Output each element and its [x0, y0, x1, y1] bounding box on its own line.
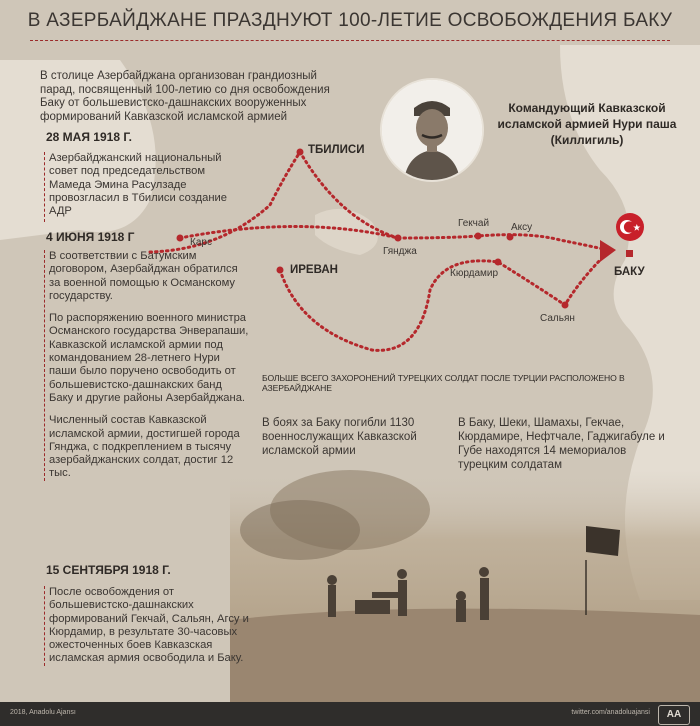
timeline-paragraph: Азербайджанский национальный совет под председательством Мамеда Эмина Расулзаде провозгласил в Тбилиси создание АДР — [49, 152, 227, 218]
fact-memorials: В Баку, Шеки, Шамахы, Гекчае, Кюрдамире, Нефтчале, Гаджигабуле и Губе находятся 14 мемориалов турецким солдатам — [458, 417, 665, 471]
fact-fallen: В боях за Баку погибли 1130 военнослужащих Кавказской исламской армии — [262, 417, 417, 457]
city-label-irevan: ИРЕВАН — [290, 264, 338, 276]
anadolu-logo-icon: AA — [658, 705, 690, 725]
city-label-baku: БАКУ — [614, 266, 645, 278]
city-label-aksu: Аксу — [511, 222, 533, 233]
page-title: В АЗЕРБАЙДЖАНЕ ПРАЗДНУЮТ 100-ЛЕТИЕ ОСВОБОЖДЕНИЯ БАКУ — [27, 10, 673, 31]
timeline-block-3 — [44, 586, 249, 666]
commander-portrait — [382, 80, 482, 180]
timeline-block-2 — [44, 250, 249, 481]
timeline-paragraph: Численный состав Кавказской исламской армии, достигшей города Гянджа, с подкреплением в тысячу азербайджанских солдат, достиг 12 тыс. — [49, 414, 240, 480]
intro-text: В столице Азербайджана организован грандиозный парад, посвященный 100-летию со дня освобождения Баку от большевистско-дашнакских вооруженных формирований Кавказской исламской армией — [40, 70, 330, 123]
timeline-paragraph: После освобождения от большевистско-дашнакских формирований Гекчай, Сальян, Агсу и Кюрдамир, в результате 30-часовых ожесточенных боев Кавказская исламская армия освободила и Баку. — [49, 586, 249, 665]
timeline-paragraph: По распоряжению военного министра Османского государства Энверапаши, Кавказской исламской армии под командованием 28-летнего Нури паши было поручено освободить от большевистско-дашнакских банд Баку и другие районы Азербайджана. — [49, 312, 249, 404]
footer-twitter-link[interactable]: twitter.com/anadoluajansi — [571, 709, 650, 716]
timeline-paragraph: В соответствии с Батумским договором, Азербайджан обратился за военной помощью к Османскому государству. — [49, 250, 238, 302]
timeline-date-3: 15 СЕНТЯБРЯ 1918 Г. — [46, 563, 171, 577]
city-label-tbilisi: ТБИЛИСИ — [308, 144, 365, 156]
timeline-date-1: 28 МАЯ 1918 Г. — [46, 130, 132, 144]
timeline-block-1 — [44, 152, 249, 222]
commander-caption: Командующий Кавказской исламской армией Нури паша (Киллигиль) — [497, 101, 677, 147]
city-label-salyan: Сальян — [540, 313, 575, 324]
city-label-kars: Карс — [190, 237, 212, 248]
footer-copyright: 2018, Anadolu Ajansı — [10, 709, 76, 716]
title-divider — [30, 40, 670, 41]
burials-banner: БОЛЬШЕ ВСЕГО ЗАХОРОНЕНИЙ ТУРЕЦКИХ СОЛДАТ ПОСЛЕ ТУРЦИИ РАСПОЛОЖЕНО В АЗЕРБАЙДЖАНЕ — [262, 373, 625, 393]
timeline-date-2: 4 ИЮНЯ 1918 Г — [46, 230, 135, 244]
city-label-ganja: Гянджа — [383, 246, 417, 257]
portrait-illustration — [382, 80, 482, 180]
city-label-kyurdamir: Кюрдамир — [450, 268, 499, 279]
city-label-gekchay: Гекчай — [458, 218, 490, 229]
footer-bar — [0, 702, 700, 726]
